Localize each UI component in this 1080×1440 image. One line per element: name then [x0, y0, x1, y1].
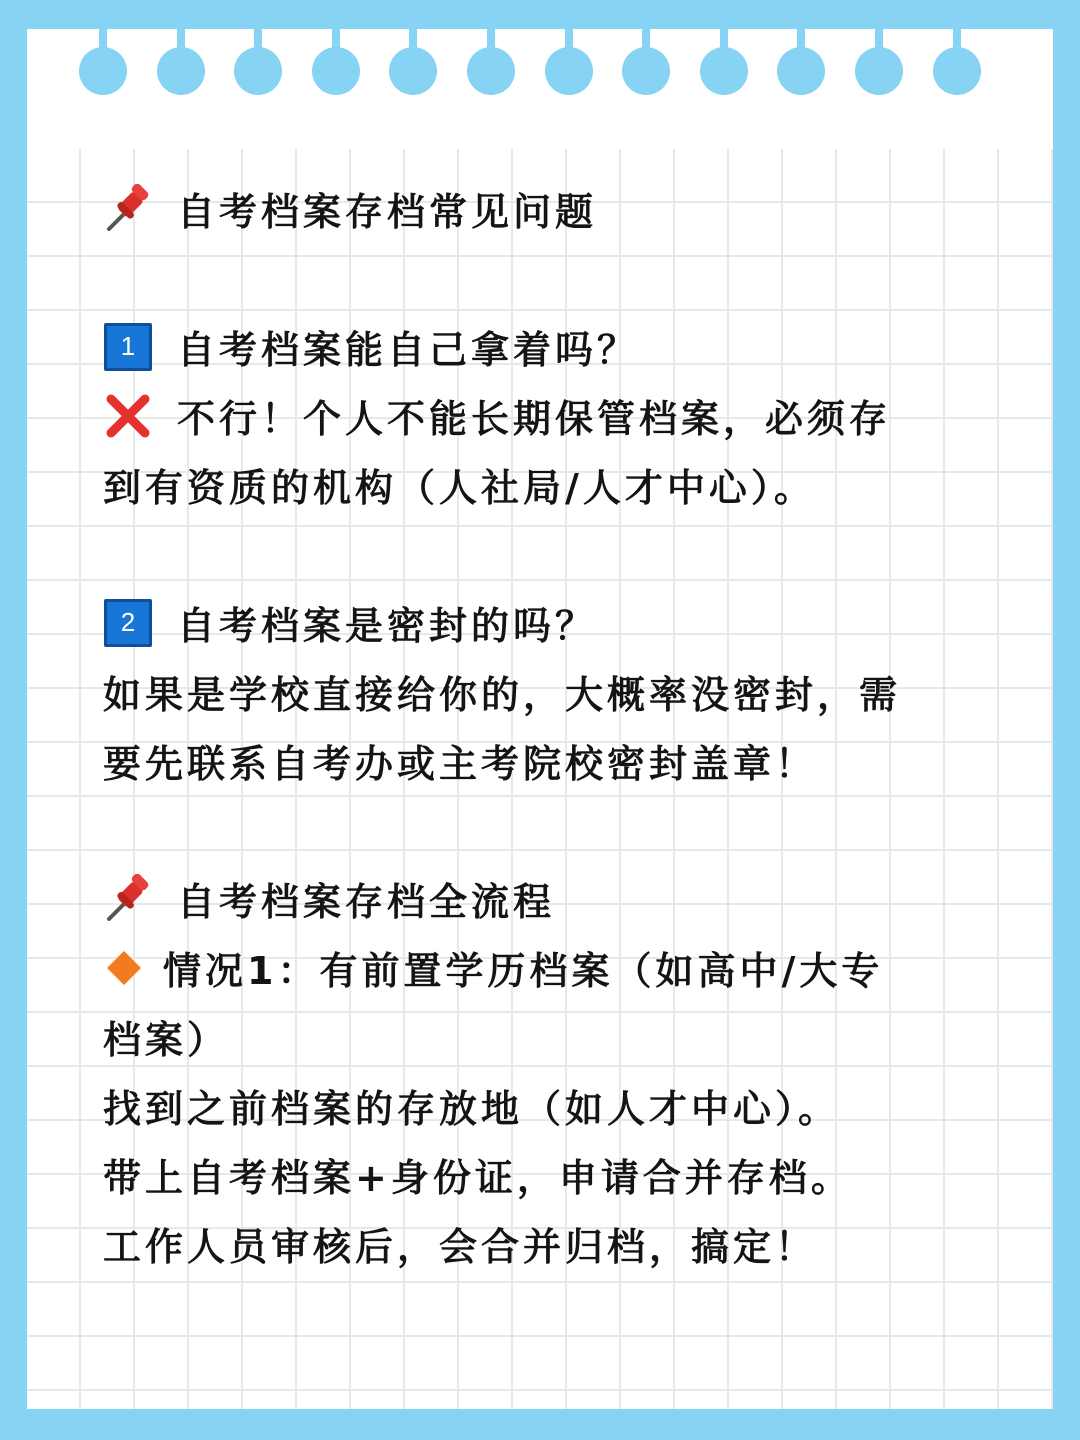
binder-ring	[545, 29, 593, 95]
badge-number: 1	[104, 323, 152, 371]
answer-1-line-2	[103, 450, 1003, 519]
keycap-2-icon	[103, 598, 153, 648]
binder-ring	[234, 29, 282, 95]
binder-ring	[700, 29, 748, 95]
case-text: 档案）	[103, 1018, 230, 1062]
binder-ring	[389, 29, 437, 95]
binder-ring	[312, 29, 360, 95]
case-text: 情况1：有前置学历档案（如高中/大专	[163, 949, 884, 993]
section-title-text: 自考档案存档常见问题	[177, 190, 598, 234]
step-1	[103, 1071, 1003, 1140]
badge-number: 2	[104, 599, 152, 647]
answer-1-line-1	[103, 381, 1003, 450]
binder-ring	[855, 29, 903, 95]
notebook-paper	[27, 29, 1053, 1409]
pushpin-icon	[103, 184, 153, 234]
question-2	[103, 588, 1003, 657]
step-text: 工作人员审核后，会合并归档，搞定！	[103, 1225, 818, 1269]
orange-diamond-icon	[103, 943, 145, 993]
answer-text: 到有资质的机构（人社局/人才中心）。	[103, 466, 816, 510]
question-1	[103, 312, 1003, 381]
note-content	[103, 174, 1003, 1278]
section-title-process	[103, 864, 1003, 933]
question-text: 自考档案能自己拿着吗？	[177, 328, 640, 372]
binder-ring	[157, 29, 205, 95]
step-text: 找到之前档案的存放地（如人才中心）。	[103, 1087, 841, 1131]
binder-ring	[622, 29, 670, 95]
answer-text: 要先联系自考办或主考院校密封盖章！	[103, 742, 818, 786]
answer-text: 不行！个人不能长期保管档案，必须存	[177, 397, 892, 441]
answer-2-line-1	[103, 657, 1003, 726]
section-title-faq	[103, 174, 1003, 243]
binder-rings	[27, 29, 1053, 149]
section-title-text: 自考档案存档全流程	[177, 880, 556, 924]
binder-ring	[933, 29, 981, 95]
case-1-line-2	[103, 1002, 1003, 1071]
answer-2-line-2	[103, 726, 1003, 795]
pushpin-icon	[103, 874, 153, 924]
binder-ring	[79, 29, 127, 95]
binder-ring	[777, 29, 825, 95]
step-text: 带上自考档案+身份证，申请合并存档。	[103, 1156, 853, 1200]
keycap-1-icon	[103, 322, 153, 372]
case-1-line-1	[103, 933, 1003, 1002]
question-text: 自考档案是密封的吗？	[177, 604, 598, 648]
answer-text: 如果是学校直接给你的，大概率没密封，需	[103, 673, 902, 717]
step-2	[103, 1140, 1003, 1209]
step-3	[103, 1209, 1003, 1278]
binder-ring	[467, 29, 515, 95]
cross-mark-icon	[103, 391, 153, 441]
